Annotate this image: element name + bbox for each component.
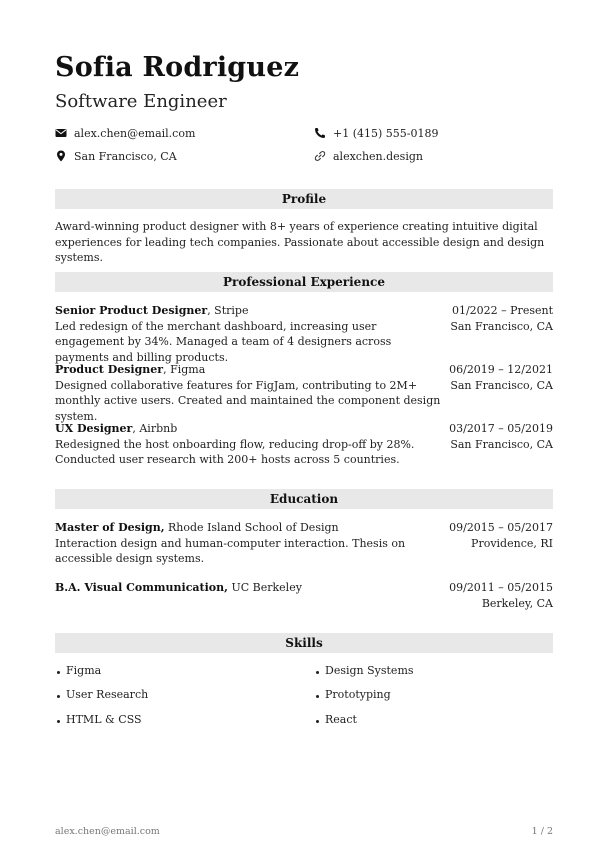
- school: Rhode Island School of Design: [164, 521, 339, 534]
- section-title: Professional Experience: [223, 275, 385, 289]
- experience-entry: [55, 421, 553, 481]
- experience-description: Redesigned the host onboarding flow, reducing drop-off by 28%. Conducted user research with 200+ hosts across 5 countries.: [55, 437, 415, 466]
- bullet-icon: [316, 695, 319, 698]
- envelope-icon: [55, 127, 67, 139]
- skill-item: [57, 713, 142, 727]
- bullet-icon: [316, 671, 319, 674]
- skill-label: React: [325, 713, 357, 726]
- skill-label: User Research: [66, 688, 149, 701]
- education-entry: [55, 580, 553, 640]
- contact-email[interactable]: [55, 126, 195, 140]
- skill-item: [57, 688, 148, 702]
- section-title: Skills: [285, 636, 323, 650]
- bullet-icon: [57, 671, 60, 674]
- section-title: Education: [269, 492, 339, 506]
- degree: B.A. Visual Communication,: [55, 581, 228, 594]
- education-heading: [55, 580, 302, 596]
- experience-description: Designed collaborative features for FigJam, contributing to 2M+ monthly active users. Created and maintained the component design system.: [55, 378, 441, 423]
- experience-location: San Francisco, CA: [450, 319, 553, 333]
- skill-item: [316, 713, 357, 727]
- contact-website[interactable]: [314, 149, 423, 163]
- experience-heading: [55, 421, 177, 437]
- footer-email: alex.chen@email.com: [55, 826, 160, 837]
- section-header-skills: [55, 633, 553, 653]
- education-description: Interaction design and human-computer interaction. Thesis on accessible design systems.: [55, 536, 406, 565]
- experience-dates: 01/2022 – Present: [451, 304, 553, 317]
- education-location: Providence, RI: [471, 536, 553, 550]
- section-header-experience: [55, 272, 553, 292]
- experience-heading: [55, 303, 248, 319]
- experience-entry: [55, 362, 553, 422]
- skill-label: Figma: [66, 664, 102, 677]
- company: , Stripe: [207, 304, 249, 317]
- phone-icon: [314, 127, 326, 139]
- bullet-icon: [57, 720, 60, 723]
- contact-email-text: alex.chen@email.com: [74, 126, 196, 140]
- contact-location-text: San Francisco, CA: [74, 149, 177, 163]
- page-number: 1 / 2: [531, 826, 553, 837]
- bullet-icon: [57, 695, 60, 698]
- profile-summary: Award-winning product designer with 8+ years of experience creating intuitive digital experiences for leading tech companies. Passionate about accessible design and design systems.: [55, 220, 545, 264]
- contact-location: [55, 149, 177, 163]
- company: , Airbnb: [132, 422, 178, 435]
- candidate-name: Sofia Rodriguez: [55, 52, 300, 83]
- experience-dates: 03/2017 – 05/2019: [449, 422, 553, 435]
- skill-label: Design Systems: [325, 664, 414, 677]
- job-title: UX Designer: [55, 422, 133, 435]
- education-dates: 09/2011 – 05/2015: [449, 581, 553, 594]
- link-icon: [314, 150, 326, 162]
- experience-dates: 06/2019 – 12/2021: [449, 363, 553, 376]
- skill-item: [57, 664, 101, 678]
- contact-phone[interactable]: [314, 126, 439, 140]
- company: , Figma: [163, 363, 206, 376]
- candidate-role: Software Engineer: [55, 91, 227, 112]
- contact-phone-text: +1 (415) 555-0189: [333, 126, 439, 140]
- education-location: Berkeley, CA: [481, 596, 553, 610]
- section-header-education: [55, 489, 553, 509]
- education-heading: [55, 520, 339, 536]
- bullet-icon: [316, 720, 319, 723]
- contact-website-text: alexchen.design: [333, 149, 423, 163]
- job-title: Product Designer: [55, 363, 164, 376]
- experience-location: San Francisco, CA: [450, 437, 553, 451]
- experience-entry: [55, 303, 553, 363]
- section-header-profile: [55, 189, 553, 209]
- job-title: Senior Product Designer: [55, 304, 208, 317]
- experience-description: Led redesign of the merchant dashboard, increasing user engagement by 34%. Managed a team of 4 designers across payments and billing products.: [55, 319, 392, 364]
- skill-label: Prototyping: [325, 688, 391, 701]
- skill-item: [316, 688, 391, 702]
- education-entry: [55, 520, 553, 580]
- map-pin-icon: [55, 150, 67, 162]
- degree: Master of Design,: [55, 521, 165, 534]
- experience-location: San Francisco, CA: [450, 378, 553, 392]
- experience-heading: [55, 362, 205, 378]
- education-dates: 09/2015 – 05/2017: [449, 521, 553, 534]
- section-title: Profile: [281, 192, 327, 206]
- skill-item: [316, 664, 414, 678]
- skill-label: HTML & CSS: [66, 713, 142, 726]
- school: UC Berkeley: [227, 581, 302, 594]
